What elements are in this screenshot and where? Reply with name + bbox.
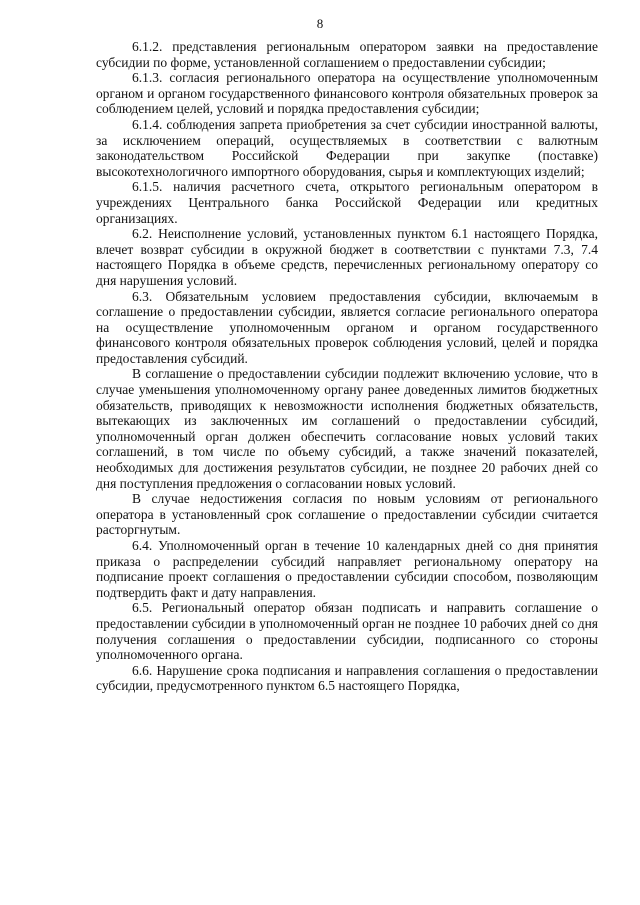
paragraph: 6.1.3. согласия регионального оператора на осуществление уполномоченным органом и органом государственного финансового контроля обязательных проверок за соблюдением целей, условий и порядка предоставления субсидии; <box>96 70 598 117</box>
paragraph: 6.1.2. представления региональным оператором заявки на предоставление субсидии по форме, установленной соглашением о предоставлении субсидии; <box>96 39 598 70</box>
paragraph: 6.5. Региональный оператор обязан подписать и направить соглашение о предоставлении субсидии в уполномоченный орган не позднее 10 рабочих дней со дня получения соглашения о предоставлении субсидии, подписанного со стороны уполномоченного органа. <box>96 600 598 663</box>
paragraph: В соглашение о предоставлении субсидии подлежит включению условие, что в случае уменьшения уполномоченному органу ранее доведенных лимитов бюджетных обязательств, приводящих к невозможности исполнения бюджетных обязательств, вытекающих из заключенных им соглашений о предоставлении субсидий, уполномоченный орган должен обеспечить согласование новых условий таких соглашений, в том числе по объему субсидий, а также значений показателей, необходимых для достижения результатов субсидии, не позднее 20 рабочих дней со дня поступления предложения о согласовании новых условий. <box>96 366 598 491</box>
paragraph: 6.2. Неисполнение условий, установленных пунктом 6.1 настоящего Порядка, влечет возврат субсидии в окружной бюджет в соответствии с пунктами 7.3, 7.4 настоящего Порядка в объеме средств, перечисленных региональному оператору со дня нарушения условий. <box>96 226 598 288</box>
paragraph: 6.4. Уполномоченный орган в течение 10 календарных дней со дня принятия приказа о распределении субсидий направляет региональному оператору на подписание проект соглашения о предоставлении субсидии способом, позволяющим подтвердить факт и дату направления. <box>96 538 598 600</box>
paragraph: 6.1.5. наличия расчетного счета, открытого региональным оператором в учреждениях Центрального банка Российской Федерации или кредитных организациях. <box>96 179 598 226</box>
paragraph: 6.3. Обязательным условием предоставления субсидии, включаемым в соглашение о предоставлении субсидии, является согласие регионального оператора на осуществление уполномоченным органом и органом государственного финансового контроля обязательных проверок соблюдения условий, целей и порядка предоставления субсидий. <box>96 288 598 366</box>
paragraph: В случае недостижения согласия по новым условиям от регионального оператора в установленный срок соглашение о предоставлении субсидии считается расторгнутым. <box>96 491 598 538</box>
page-number: 8 <box>316 16 324 31</box>
document-body <box>96 39 598 694</box>
paragraph: 6.6. Нарушение срока подписания и направления соглашения о предоставлении субсидии, предусмотренного пунктом 6.5 настоящего Порядка, <box>96 662 598 694</box>
paragraph: 6.1.4. соблюдения запрета приобретения за счет субсидии иностранной валюты, за исключением операций, осуществляемых в соответствии с валютным законодательством Российской Федерации при закупке (поставке) высокотехнологичного импортного оборудования, сырья и комплектующих изделий; <box>96 116 598 179</box>
